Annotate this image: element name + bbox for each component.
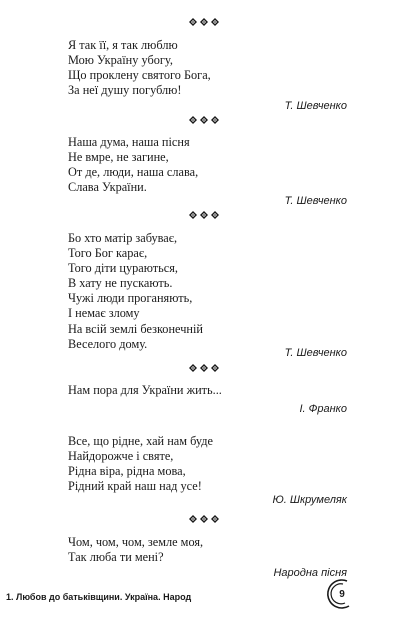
poem-line: Не вмре, не загине, [68,150,169,165]
diamond-icon [211,18,219,26]
poem-line: Нам пора для України жить... [68,383,222,397]
poem-stanza-1 [68,38,358,98]
poem-stanza-3 [68,231,358,352]
diamond-icon [211,515,219,523]
diamond-icon [211,211,219,219]
poem-author-3: Т. Шевченко [284,347,347,359]
diamond-icon [200,211,208,219]
poem-line: Рідна віра, рідна мова, [68,464,186,479]
diamond-ornament-icon [0,211,407,221]
poem-stanza-6 [68,535,358,565]
poem-line: І немає злому [68,306,140,321]
diamond-icon [189,18,197,26]
poem-line: Чужі люди проганяють, [68,291,193,306]
poem-line: Я так її, я так люблю [68,38,178,52]
diamond-icon [200,116,208,124]
diamond-icon [189,116,197,124]
poem-line: Бо хто матір забуває, [68,231,178,245]
diamond-icon [211,364,219,372]
diamond-ornament-icon [0,364,407,374]
poem-line: Слава України. [68,180,147,195]
poem-line: Рідний край наш над усе! [68,479,202,494]
diamond-icon [211,116,219,124]
poem-line: Того Бог карає, [68,246,148,261]
diamond-ornament-icon [0,18,407,28]
poem-line: От де, люди, наша слава, [68,165,199,180]
page-number: 9 [339,589,345,600]
poem-line: Веселого дому. [68,336,148,351]
diamond-icon [200,18,208,26]
poem-line: За неї душу погублю! [68,83,182,98]
poem-stanza-2 [68,135,358,195]
poem-line: Що проклену святого Бога, [68,68,211,83]
diamond-icon [189,364,197,372]
poem-line: На всій землі безконечній [68,321,203,336]
poem-stanza-4 [68,383,358,398]
section-title: 1. Любов до батьківщини. Україна. Народ [6,592,192,602]
diamond-icon [189,211,197,219]
diamond-ornament-icon [0,515,407,525]
diamond-icon [189,515,197,523]
poem-line: В хату не пускають. [68,276,173,291]
poem-line: Все, що рідне, хай нам буде [68,434,213,448]
poem-line: Найдорожче і святе, [68,449,174,464]
diamond-ornament-icon [0,116,407,126]
poem-author-4: І. Франко [299,403,347,415]
poem-line: Наша дума, наша пісня [68,135,190,149]
poem-author-2: Т. Шевченко [284,195,347,207]
poem-line: Так люба ти мені? [68,550,164,565]
poem-line: Чом, чом, чом, земле моя, [68,535,204,549]
poem-line: Мою Україну убогу, [68,53,173,68]
diamond-icon [200,364,208,372]
poem-line: Того діти цураються, [68,261,178,276]
poem-stanza-5 [68,434,358,494]
diamond-icon [200,515,208,523]
poem-author-1: Т. Шевченко [284,100,347,112]
poem-author-5: Ю. Шкрумеляк [272,494,347,506]
poem-author-6: Народна пісня [273,567,347,579]
